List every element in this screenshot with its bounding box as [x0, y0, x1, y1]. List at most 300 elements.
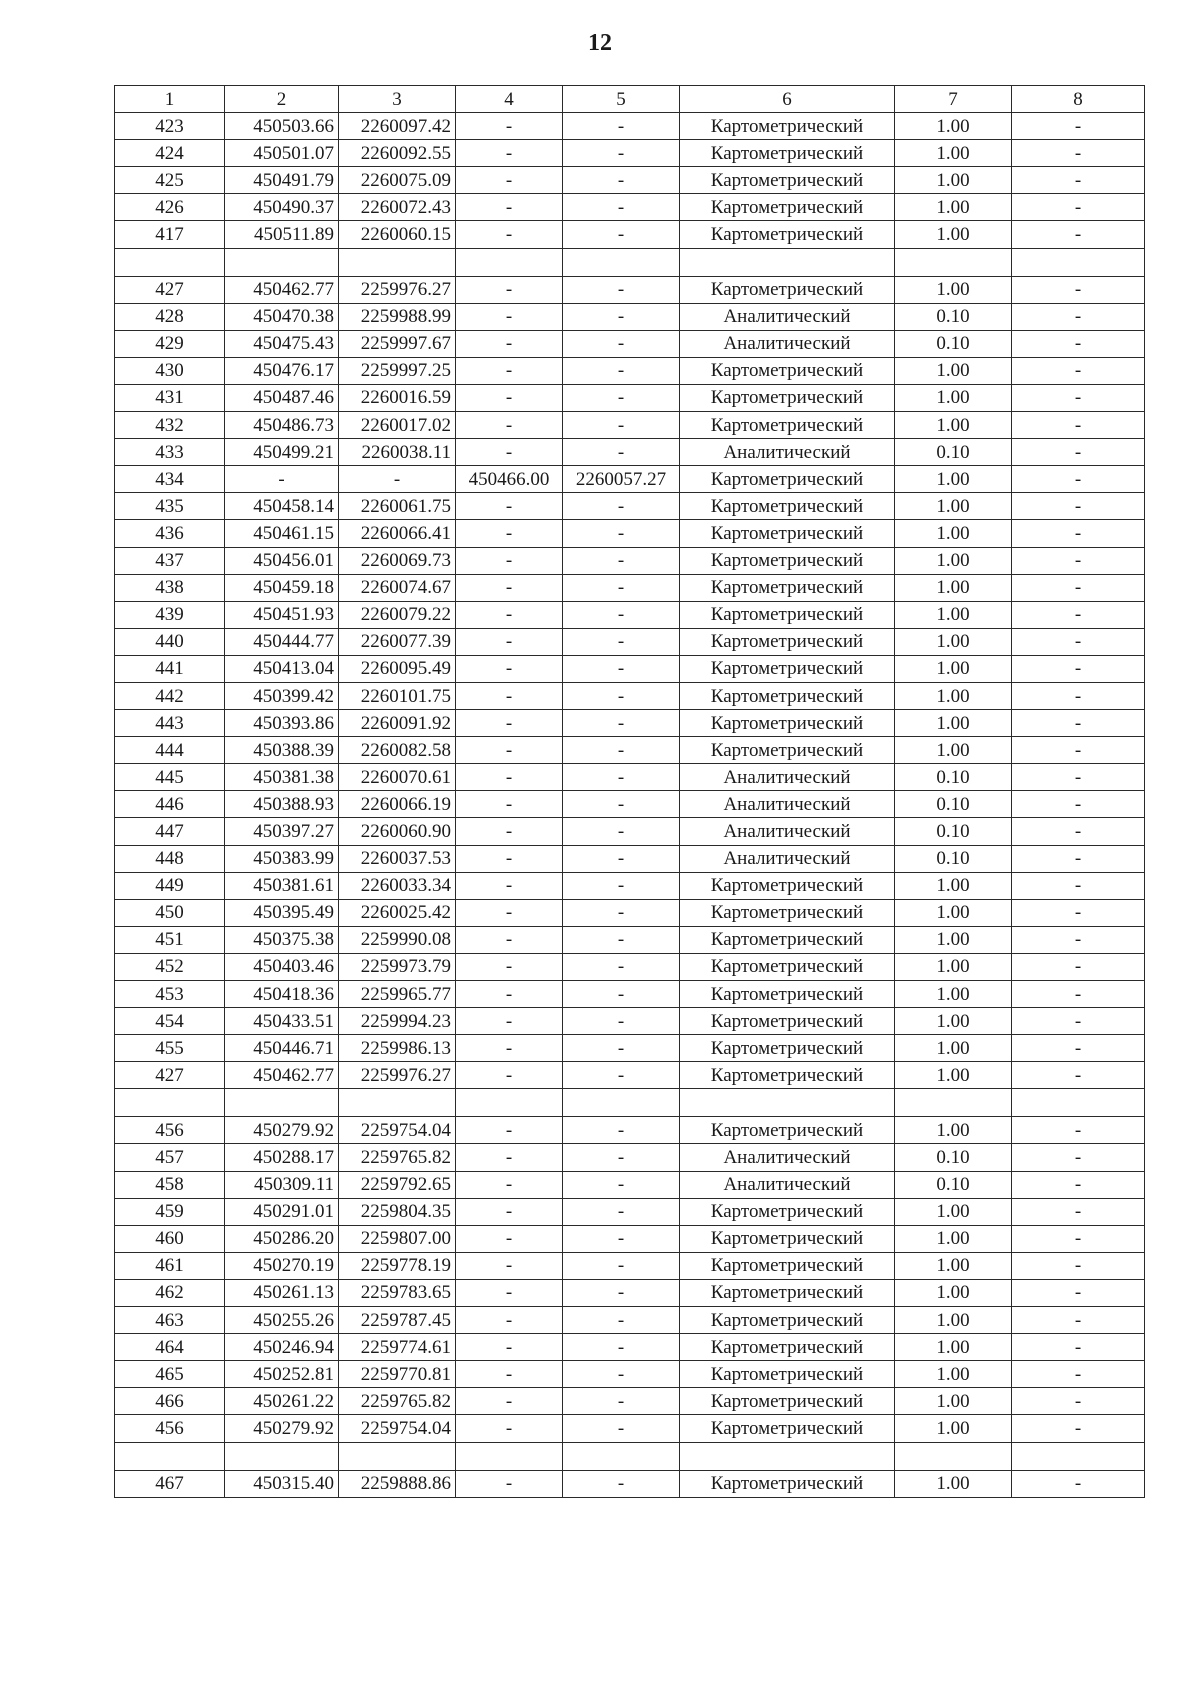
- table-cell: -: [1012, 1279, 1145, 1306]
- table-row: [115, 1171, 1145, 1198]
- table-cell: 458: [115, 1171, 225, 1198]
- table-cell: 1.00: [895, 1198, 1012, 1225]
- table-cell: 460: [115, 1225, 225, 1252]
- table-cell: -: [456, 1171, 563, 1198]
- empty-cell: [895, 248, 1012, 276]
- table-cell: Картометрический: [680, 1198, 895, 1225]
- table-cell: -: [1012, 1388, 1145, 1415]
- table-cell: -: [456, 953, 563, 980]
- table-cell: -: [1012, 1117, 1145, 1144]
- table-row: [115, 953, 1145, 980]
- table-cell: -: [456, 412, 563, 439]
- table-cell: 450279.92: [225, 1117, 339, 1144]
- table-cell: -: [456, 1470, 563, 1497]
- table-cell: -: [456, 1415, 563, 1442]
- table-cell: 2260017.02: [339, 412, 456, 439]
- table-cell: -: [1012, 1334, 1145, 1361]
- table-cell: -: [1012, 737, 1145, 764]
- table-cell: 1.00: [895, 412, 1012, 439]
- table-cell: -: [456, 926, 563, 953]
- table-cell: 462: [115, 1279, 225, 1306]
- table-cell: 2259783.65: [339, 1279, 456, 1306]
- table-cell: -: [563, 1144, 680, 1171]
- table-cell: 450501.07: [225, 140, 339, 167]
- table-cell: 450476.17: [225, 357, 339, 384]
- table-cell: 1.00: [895, 357, 1012, 384]
- table-cell: 1.00: [895, 1252, 1012, 1279]
- table-row: [115, 167, 1145, 194]
- table-cell: -: [563, 493, 680, 520]
- table-cell: -: [456, 628, 563, 655]
- table-cell: 1.00: [895, 655, 1012, 682]
- table-cell: -: [563, 710, 680, 737]
- table-cell: -: [1012, 547, 1145, 574]
- table-cell: -: [1012, 384, 1145, 411]
- table-cell: -: [1012, 1062, 1145, 1089]
- table-cell: 2259754.04: [339, 1415, 456, 1442]
- empty-cell: [1012, 1089, 1145, 1117]
- table-cell: -: [563, 682, 680, 709]
- table-cell: -: [1012, 439, 1145, 466]
- table-cell: -: [563, 1198, 680, 1225]
- table-cell: 2260037.53: [339, 845, 456, 872]
- table-cell: 450444.77: [225, 628, 339, 655]
- table-cell: -: [563, 1279, 680, 1306]
- table-cell: -: [1012, 710, 1145, 737]
- table-row: [115, 737, 1145, 764]
- table-cell: 2260079.22: [339, 601, 456, 628]
- table-cell: 450383.99: [225, 845, 339, 872]
- table-cell: 1.00: [895, 1388, 1012, 1415]
- table-cell: 434: [115, 466, 225, 493]
- table-row: [115, 682, 1145, 709]
- table-cell: 2259754.04: [339, 1117, 456, 1144]
- table-cell: 450255.26: [225, 1307, 339, 1334]
- table-cell: -: [1012, 764, 1145, 791]
- table-cell: Картометрический: [680, 357, 895, 384]
- table-cell: Картометрический: [680, 682, 895, 709]
- table-cell: 2259990.08: [339, 926, 456, 953]
- table-cell: Аналитический: [680, 439, 895, 466]
- table-cell: Картометрический: [680, 1470, 895, 1497]
- table-cell: -: [563, 926, 680, 953]
- table-cell: 1.00: [895, 682, 1012, 709]
- table-cell: -: [1012, 276, 1145, 303]
- table-cell: 1.00: [895, 710, 1012, 737]
- table-cell: 444: [115, 737, 225, 764]
- table-row: [115, 845, 1145, 872]
- table-cell: 2259994.23: [339, 1008, 456, 1035]
- table-cell: -: [563, 1361, 680, 1388]
- table-cell: 440: [115, 628, 225, 655]
- table-cell: -: [456, 1307, 563, 1334]
- table-cell: 2260060.90: [339, 818, 456, 845]
- table-row: [115, 818, 1145, 845]
- table-cell: Картометрический: [680, 466, 895, 493]
- table-cell: -: [1012, 1470, 1145, 1497]
- table-cell: -: [456, 276, 563, 303]
- table-cell: -: [456, 520, 563, 547]
- table-cell: 450397.27: [225, 818, 339, 845]
- table-cell: -: [339, 466, 456, 493]
- table-cell: 450458.14: [225, 493, 339, 520]
- empty-cell: [895, 1089, 1012, 1117]
- table-cell: -: [225, 466, 339, 493]
- table-cell: -: [456, 1252, 563, 1279]
- table-cell: 442: [115, 682, 225, 709]
- table-cell: 1.00: [895, 520, 1012, 547]
- table-cell: -: [1012, 113, 1145, 140]
- table-cell: 466: [115, 1388, 225, 1415]
- table-cell: -: [456, 547, 563, 574]
- table-cell: -: [456, 1225, 563, 1252]
- table-cell: 1.00: [895, 1117, 1012, 1144]
- table-row: [115, 1062, 1145, 1089]
- table-cell: 2260092.55: [339, 140, 456, 167]
- table-cell: 0.10: [895, 330, 1012, 357]
- table-cell: 2259997.25: [339, 357, 456, 384]
- table-cell: 1.00: [895, 1361, 1012, 1388]
- table-cell: 423: [115, 113, 225, 140]
- table-cell: 450261.22: [225, 1388, 339, 1415]
- table-row: [115, 1225, 1145, 1252]
- table-cell: 435: [115, 493, 225, 520]
- table-cell: -: [456, 167, 563, 194]
- table-cell: 448: [115, 845, 225, 872]
- table-cell: Картометрический: [680, 1252, 895, 1279]
- table-cell: -: [1012, 791, 1145, 818]
- table-cell: Картометрический: [680, 628, 895, 655]
- table-row: [115, 791, 1145, 818]
- table-cell: 2259965.77: [339, 981, 456, 1008]
- table-cell: 467: [115, 1470, 225, 1497]
- table-cell: -: [456, 899, 563, 926]
- column-header: 1: [115, 86, 225, 113]
- table-cell: -: [1012, 1361, 1145, 1388]
- table-cell: 1.00: [895, 384, 1012, 411]
- table-row: [115, 981, 1145, 1008]
- table-cell: 1.00: [895, 1035, 1012, 1062]
- table-row: [115, 1470, 1145, 1497]
- table-cell: 1.00: [895, 1415, 1012, 1442]
- table-cell: 428: [115, 303, 225, 330]
- table-cell: -: [563, 330, 680, 357]
- table-cell: Картометрический: [680, 926, 895, 953]
- table-cell: 459: [115, 1198, 225, 1225]
- table-cell: 429: [115, 330, 225, 357]
- coordinates-table: [114, 85, 1145, 1498]
- table-cell: 450388.39: [225, 737, 339, 764]
- table-cell: 2260066.41: [339, 520, 456, 547]
- table-row: [115, 330, 1145, 357]
- table-cell: -: [563, 574, 680, 601]
- table-cell: 454: [115, 1008, 225, 1035]
- table-cell: 2259765.82: [339, 1388, 456, 1415]
- table-cell: -: [1012, 330, 1145, 357]
- table-row: [115, 628, 1145, 655]
- table-cell: 431: [115, 384, 225, 411]
- table-cell: 1.00: [895, 601, 1012, 628]
- table-cell: -: [456, 221, 563, 248]
- table-cell: Аналитический: [680, 818, 895, 845]
- table-row: [115, 1144, 1145, 1171]
- table-cell: Картометрический: [680, 981, 895, 1008]
- table-cell: 1.00: [895, 1279, 1012, 1306]
- table-cell: 0.10: [895, 439, 1012, 466]
- table-cell: 438: [115, 574, 225, 601]
- empty-cell: [456, 1089, 563, 1117]
- table-cell: 1.00: [895, 737, 1012, 764]
- table-cell: -: [563, 194, 680, 221]
- empty-cell: [563, 248, 680, 276]
- table-cell: Картометрический: [680, 547, 895, 574]
- table-cell: 2259807.00: [339, 1225, 456, 1252]
- table-cell: 2260077.39: [339, 628, 456, 655]
- table-row: [115, 655, 1145, 682]
- table-cell: 450252.81: [225, 1361, 339, 1388]
- table-cell: -: [456, 1334, 563, 1361]
- table-cell: 2259976.27: [339, 1062, 456, 1089]
- table-cell: Картометрический: [680, 1117, 895, 1144]
- table-cell: 450309.11: [225, 1171, 339, 1198]
- table-row: [115, 710, 1145, 737]
- column-header: 5: [563, 86, 680, 113]
- table-cell: Картометрический: [680, 710, 895, 737]
- table-cell: -: [1012, 194, 1145, 221]
- table-cell: 1.00: [895, 194, 1012, 221]
- table-cell: -: [456, 764, 563, 791]
- table-cell: -: [563, 1008, 680, 1035]
- table-cell: -: [456, 493, 563, 520]
- table-cell: 427: [115, 1062, 225, 1089]
- table-cell: 0.10: [895, 818, 1012, 845]
- table-cell: -: [1012, 221, 1145, 248]
- table-cell: Картометрический: [680, 1361, 895, 1388]
- table-cell: Картометрический: [680, 953, 895, 980]
- table-row: [115, 764, 1145, 791]
- table-row: [115, 1198, 1145, 1225]
- table-cell: -: [456, 1198, 563, 1225]
- table-cell: 2259976.27: [339, 276, 456, 303]
- table-row: [115, 439, 1145, 466]
- table-cell: 450381.61: [225, 872, 339, 899]
- table-cell: 450246.94: [225, 1334, 339, 1361]
- table-cell: -: [563, 1388, 680, 1415]
- table-cell: -: [456, 113, 563, 140]
- table-cell: Картометрический: [680, 601, 895, 628]
- table-cell: 463: [115, 1307, 225, 1334]
- table-cell: -: [1012, 520, 1145, 547]
- table-cell: 450433.51: [225, 1008, 339, 1035]
- table-cell: 445: [115, 764, 225, 791]
- table-cell: -: [563, 981, 680, 1008]
- table-cell: 450279.92: [225, 1415, 339, 1442]
- empty-cell: [563, 1089, 680, 1117]
- table-cell: 2260066.19: [339, 791, 456, 818]
- empty-cell: [115, 1442, 225, 1470]
- table-cell: -: [563, 1117, 680, 1144]
- empty-cell: [1012, 248, 1145, 276]
- table-cell: 2260033.34: [339, 872, 456, 899]
- table-cell: -: [563, 1307, 680, 1334]
- table-cell: 1.00: [895, 872, 1012, 899]
- table-cell: 426: [115, 194, 225, 221]
- table-cell: 0.10: [895, 303, 1012, 330]
- table-cell: 2259804.35: [339, 1198, 456, 1225]
- table-cell: 461: [115, 1252, 225, 1279]
- table-cell: 450388.93: [225, 791, 339, 818]
- table-cell: -: [563, 167, 680, 194]
- table-cell: 441: [115, 655, 225, 682]
- table-cell: -: [456, 1361, 563, 1388]
- table-cell: -: [456, 330, 563, 357]
- table-cell: -: [563, 1470, 680, 1497]
- table-cell: 451: [115, 926, 225, 953]
- table-body: [115, 113, 1145, 1498]
- table-cell: Картометрический: [680, 194, 895, 221]
- table-cell: 2260075.09: [339, 167, 456, 194]
- table-cell: -: [1012, 466, 1145, 493]
- table-cell: -: [563, 764, 680, 791]
- table-row: [115, 1334, 1145, 1361]
- table-cell: -: [1012, 1252, 1145, 1279]
- table-cell: -: [456, 1035, 563, 1062]
- table-cell: 450486.73: [225, 412, 339, 439]
- table-cell: 1.00: [895, 113, 1012, 140]
- table-row: [115, 1008, 1145, 1035]
- table-cell: Аналитический: [680, 1171, 895, 1198]
- table-cell: 450: [115, 899, 225, 926]
- table-cell: -: [563, 1415, 680, 1442]
- table-cell: 1.00: [895, 981, 1012, 1008]
- table-cell: -: [563, 140, 680, 167]
- table-cell: 439: [115, 601, 225, 628]
- table-cell: 450288.17: [225, 1144, 339, 1171]
- table-cell: 465: [115, 1361, 225, 1388]
- table-cell: -: [563, 628, 680, 655]
- table-cell: 2259778.19: [339, 1252, 456, 1279]
- table-cell: 450499.21: [225, 439, 339, 466]
- table-cell: 1.00: [895, 953, 1012, 980]
- table-cell: 2259988.99: [339, 303, 456, 330]
- table-row: [115, 1361, 1145, 1388]
- table-cell: 1.00: [895, 1062, 1012, 1089]
- table-cell: -: [456, 601, 563, 628]
- table-cell: 437: [115, 547, 225, 574]
- table-cell: 450375.38: [225, 926, 339, 953]
- table-cell: Картометрический: [680, 493, 895, 520]
- table-cell: 2260097.42: [339, 113, 456, 140]
- table-cell: -: [1012, 140, 1145, 167]
- table-cell: 430: [115, 357, 225, 384]
- table-cell: -: [1012, 1008, 1145, 1035]
- table-cell: -: [1012, 493, 1145, 520]
- table-row: [115, 926, 1145, 953]
- table-cell: -: [1012, 303, 1145, 330]
- table-cell: -: [456, 140, 563, 167]
- table-cell: 450291.01: [225, 1198, 339, 1225]
- empty-cell: [456, 248, 563, 276]
- table-cell: 2260072.43: [339, 194, 456, 221]
- table-cell: -: [456, 1279, 563, 1306]
- table-row: [115, 1252, 1145, 1279]
- table-row: [115, 547, 1145, 574]
- table-cell: Картометрический: [680, 1307, 895, 1334]
- table-cell: 1.00: [895, 1470, 1012, 1497]
- table-cell: 450511.89: [225, 221, 339, 248]
- table-cell: 1.00: [895, 926, 1012, 953]
- table-cell: 1.00: [895, 1008, 1012, 1035]
- table-header-row: [115, 86, 1145, 113]
- table-row: [115, 601, 1145, 628]
- empty-cell: [456, 1442, 563, 1470]
- table-cell: 447: [115, 818, 225, 845]
- table-row: [115, 1388, 1145, 1415]
- table-cell: -: [456, 710, 563, 737]
- table-cell: 2259997.67: [339, 330, 456, 357]
- table-cell: -: [563, 1062, 680, 1089]
- table-cell: 1.00: [895, 1334, 1012, 1361]
- table-row: [115, 357, 1145, 384]
- table-row: [115, 140, 1145, 167]
- table-cell: 427: [115, 276, 225, 303]
- table-row: [115, 221, 1145, 248]
- table-cell: 1.00: [895, 167, 1012, 194]
- empty-cell: [1012, 1442, 1145, 1470]
- table-cell: Картометрический: [680, 113, 895, 140]
- table-cell: 424: [115, 140, 225, 167]
- table-cell: 2260057.27: [563, 466, 680, 493]
- table-cell: 450490.37: [225, 194, 339, 221]
- table-cell: 2260101.75: [339, 682, 456, 709]
- table-cell: -: [1012, 926, 1145, 953]
- table-cell: -: [1012, 601, 1145, 628]
- empty-cell: [895, 1442, 1012, 1470]
- table-cell: -: [456, 737, 563, 764]
- table-cell: -: [1012, 872, 1145, 899]
- table-cell: 456: [115, 1415, 225, 1442]
- table-cell: Картометрический: [680, 1062, 895, 1089]
- table-cell: 417: [115, 221, 225, 248]
- table-cell: -: [563, 601, 680, 628]
- table-cell: -: [1012, 655, 1145, 682]
- table-cell: 2259774.61: [339, 1334, 456, 1361]
- table-cell: -: [456, 439, 563, 466]
- table-cell: -: [456, 574, 563, 601]
- table-cell: 450381.38: [225, 764, 339, 791]
- table-cell: Аналитический: [680, 303, 895, 330]
- table-cell: 464: [115, 1334, 225, 1361]
- table-cell: -: [563, 520, 680, 547]
- table-cell: 2260038.11: [339, 439, 456, 466]
- table-cell: Картометрический: [680, 140, 895, 167]
- table-cell: -: [563, 547, 680, 574]
- table-cell: -: [456, 655, 563, 682]
- table-cell: 450286.20: [225, 1225, 339, 1252]
- table-cell: 2260069.73: [339, 547, 456, 574]
- table-row: [115, 1415, 1145, 1442]
- table-cell: -: [563, 439, 680, 466]
- table-cell: 1.00: [895, 466, 1012, 493]
- table-cell: 2260070.61: [339, 764, 456, 791]
- table-cell: 433: [115, 439, 225, 466]
- table-cell: 450413.04: [225, 655, 339, 682]
- table-cell: -: [1012, 1198, 1145, 1225]
- table-cell: 450475.43: [225, 330, 339, 357]
- table-cell: Аналитический: [680, 764, 895, 791]
- table-cell: 0.10: [895, 791, 1012, 818]
- table-cell: -: [563, 412, 680, 439]
